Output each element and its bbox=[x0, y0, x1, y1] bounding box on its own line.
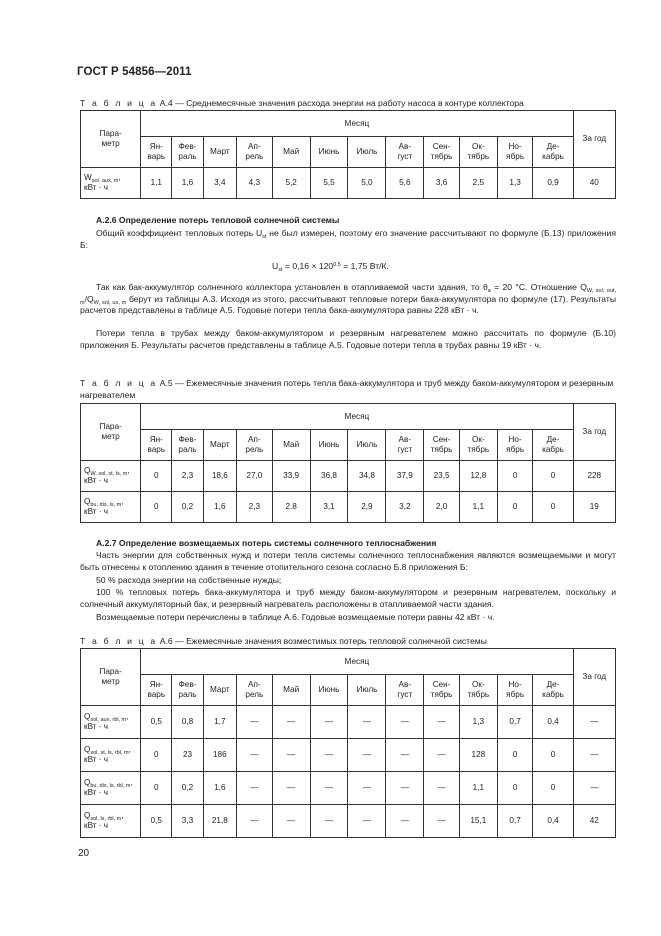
table-cell: 1,6 bbox=[172, 168, 203, 199]
table-cell: 4,3 bbox=[237, 168, 273, 199]
month-header: Месяц bbox=[141, 404, 573, 430]
param-header: Пара- метр bbox=[81, 649, 141, 706]
table-cell: 2,0 bbox=[424, 492, 460, 523]
row-unit: кВт · ч bbox=[84, 788, 109, 797]
table-cell: — bbox=[272, 772, 310, 805]
year-total-cell: 42 bbox=[573, 805, 615, 838]
month-column-header: Де- кабрь bbox=[533, 430, 573, 461]
page-number: 20 bbox=[78, 848, 90, 859]
row-symbol: Q bbox=[84, 712, 91, 721]
month-column-header: Март bbox=[203, 430, 236, 461]
table-cell: — bbox=[386, 739, 424, 772]
table-cell: — bbox=[348, 706, 386, 739]
row-symbol-subscript: sol, aux, rbl, m bbox=[90, 717, 127, 723]
year-total-cell: — bbox=[573, 739, 615, 772]
month-column-header: Но- ябрь bbox=[497, 137, 533, 168]
row-parameter-cell: $Q_{sol, aux, rbl, m}$, кВт · ч bbox=[81, 706, 141, 739]
row-parameter-cell: $Q_{W, sol, st, ls, m}$, кВт · ч bbox=[81, 461, 141, 492]
table-cell: 1,1 bbox=[459, 772, 497, 805]
table-cell: 0 bbox=[141, 461, 172, 492]
table-row bbox=[81, 772, 616, 805]
table-cell: 1,1 bbox=[141, 168, 172, 199]
month-column-header: Июль bbox=[348, 430, 386, 461]
month-column-header: Сен- тябрь bbox=[424, 675, 460, 706]
month-column-header: Но- ябрь bbox=[497, 675, 533, 706]
month-column-header: Ок- тябрь bbox=[459, 675, 497, 706]
table-a4 bbox=[80, 110, 616, 199]
section-a27-paragraph-1: Часть энергии для собственных нужд и потери тепла системы солнечного теплоснабжения являются возмещаемыми и могут быть отнесены к отоплению здания в течение отопительного сезона согласно Б.8 приложения Б: bbox=[80, 550, 616, 572]
table-cell: 1,6 bbox=[203, 492, 236, 523]
table-cell: 3,4 bbox=[203, 168, 236, 199]
row-symbol-subscript: bu, dis, ls, m bbox=[90, 502, 122, 508]
month-column-header: Ап- рель bbox=[237, 675, 273, 706]
table-cell: 0 bbox=[533, 772, 573, 805]
section-a27-paragraph-4: Возмещаемые потери перечислены в таблице А.6. Годовые возмещаемые потери равны 42 кВт · ч. bbox=[96, 612, 495, 622]
row-symbol: W bbox=[84, 173, 92, 182]
table-cell: 5,6 bbox=[386, 168, 424, 199]
table-cell: — bbox=[237, 772, 273, 805]
table-cell: — bbox=[386, 706, 424, 739]
table-cell: 2.8 bbox=[272, 492, 310, 523]
table-cell: — bbox=[348, 772, 386, 805]
formula-ust: $U_{st} = 0,16 \times 120^{0,5} = 1,75$ Вт/К. bbox=[272, 261, 389, 273]
table-cell: — bbox=[348, 739, 386, 772]
month-column-header: Июнь bbox=[310, 675, 348, 706]
section-a26-paragraph-3: Потери тепла в трубах между баком-аккумулятором и резервным нагревателем можно рассчитать по формуле (Б.10) приложения Б. Результаты расчетов представлены в таблице А.5. Годовые потери тепла в трубах равны 19 кВт · ч. bbox=[80, 328, 616, 350]
row-symbol-subscript: sol, st, ls, rbl, m bbox=[90, 750, 129, 756]
table-a5-caption-text: А.5 — Ежемесячные значения потерь тепла бака-аккумулятора и труб между баком-аккумулятором и резервным нагревателем bbox=[80, 378, 614, 400]
month-column-header: Но- ябрь bbox=[497, 430, 533, 461]
table-cell: — bbox=[237, 805, 273, 838]
month-column-header: Ян- варь bbox=[141, 675, 172, 706]
section-a27-paragraph-2: 50 % расхода энергии на собственные нужды; bbox=[96, 575, 282, 585]
month-column-header: Фев- раль bbox=[172, 137, 203, 168]
month-column-header: Де- кабрь bbox=[533, 137, 573, 168]
month-column-header: Март bbox=[203, 137, 236, 168]
year-total-cell: — bbox=[573, 772, 615, 805]
section-a26-paragraph-1: Общий коэффициент тепловых потерь $U_{st}$ не был измерен, поэтому его значение рассчитывают по формуле (Б.13) приложения Б: bbox=[80, 228, 616, 250]
month-column-header: Июль bbox=[348, 137, 386, 168]
table-cell: — bbox=[310, 772, 348, 805]
month-column-header: Май bbox=[272, 430, 310, 461]
month-column-header: Сен- тябрь bbox=[424, 430, 460, 461]
year-total-header: За год bbox=[573, 649, 615, 706]
table-cell: 0 bbox=[533, 739, 573, 772]
row-unit: кВт · ч bbox=[84, 755, 109, 764]
table-cell: 1,6 bbox=[203, 772, 236, 805]
section-a27-paragraph-3: 100 % тепловых потерь бака-аккумулятора и труб между баком-аккумулятором и резервным нагревателем, поскольку и солнечный аккумуляторный бак, и резервный нагреватель расположены в отапливаемой части здания. bbox=[80, 587, 616, 609]
table-cell: 12,8 bbox=[459, 461, 497, 492]
table-cell: 0,2 bbox=[172, 772, 203, 805]
table-a6 bbox=[80, 648, 616, 838]
table-cell: 5,5 bbox=[310, 168, 348, 199]
table-cell: 3,3 bbox=[172, 805, 203, 838]
month-column-header: Ав- густ bbox=[386, 675, 424, 706]
month-column-header: Ав- густ bbox=[386, 430, 424, 461]
month-column-header: Ав- густ bbox=[386, 137, 424, 168]
table-cell: 0,2 bbox=[172, 492, 203, 523]
table-cell: 0 bbox=[533, 461, 573, 492]
row-symbol-subscript: sol, aux, m bbox=[91, 178, 119, 184]
table-cell: 0 bbox=[497, 492, 533, 523]
table-cell: — bbox=[272, 805, 310, 838]
param-header: Пара- метр bbox=[81, 404, 141, 461]
month-column-header: Июль bbox=[348, 675, 386, 706]
year-total-cell: 40 bbox=[573, 168, 615, 199]
table-cell: 5,0 bbox=[348, 168, 386, 199]
table-cell: 0,5 bbox=[141, 706, 172, 739]
table-cell: 128 bbox=[459, 739, 497, 772]
month-column-header: Июнь bbox=[310, 430, 348, 461]
table-a4-caption-prefix: Т а б л и ц а bbox=[80, 98, 158, 108]
table-row bbox=[81, 168, 616, 199]
table-cell: — bbox=[386, 805, 424, 838]
year-total-cell: — bbox=[573, 706, 615, 739]
table-cell: 23,5 bbox=[424, 461, 460, 492]
month-column-header: Фев- раль bbox=[172, 430, 203, 461]
table-cell: 2,3 bbox=[237, 492, 273, 523]
table-cell: 18,6 bbox=[203, 461, 236, 492]
row-unit: кВт · ч bbox=[84, 476, 109, 485]
table-cell: — bbox=[310, 805, 348, 838]
row-parameter-cell: $Q_{bu, dis, ls, m}$, кВт · ч bbox=[81, 492, 141, 523]
row-symbol: Q bbox=[84, 466, 91, 475]
table-cell: 0,4 bbox=[533, 706, 573, 739]
month-column-header: Июнь bbox=[310, 137, 348, 168]
table-a6-caption-text: А.6 — Ежемесячные значения возместимых потерь тепловой солнечной системы bbox=[159, 636, 487, 646]
year-total-cell: 228 bbox=[573, 461, 615, 492]
table-cell: 186 bbox=[203, 739, 236, 772]
row-unit: кВт · ч bbox=[84, 722, 109, 731]
row-unit: кВт · ч bbox=[84, 507, 109, 516]
section-a26-heading: А.2.6 Определение потерь тепловой солнечной системы bbox=[96, 215, 340, 225]
table-row bbox=[81, 706, 616, 739]
row-unit: кВт · ч bbox=[84, 821, 109, 830]
table-cell: 3,6 bbox=[424, 168, 460, 199]
table-cell: 0,4 bbox=[533, 805, 573, 838]
month-column-header: Май bbox=[272, 675, 310, 706]
table-cell: 5,2 bbox=[272, 168, 310, 199]
section-a26-paragraph-2: Так как бак-аккумулятор солнечного коллектора установлен в отапливаемой части здания, то $\theta_a = 20$ °С. Отношение $Q_{W, sol, out, m}/Q_{W, sol, us, m}$ берут из таблицы А.3. Исходя из этого, рассчитывают тепловые потери бака-аккумулятора по формуле (17). Результаты расчетов представлены в таблице А.5. Годовые потери тепла бака-аккумулятора равны 228 кВт · ч. bbox=[80, 282, 617, 315]
table-cell: — bbox=[237, 739, 273, 772]
document-id-header: ГОСТ Р 54856—2011 bbox=[77, 66, 192, 78]
row-symbol: Q bbox=[84, 778, 91, 787]
month-column-header: Ап- рель bbox=[237, 137, 273, 168]
table-cell: 37,9 bbox=[386, 461, 424, 492]
month-header: Месяц bbox=[141, 111, 573, 137]
table-cell: 1,3 bbox=[497, 168, 533, 199]
year-total-header: За год bbox=[573, 111, 615, 168]
table-a5-caption bbox=[80, 378, 616, 401]
table-a6-caption bbox=[80, 636, 616, 648]
month-column-header: Сен- тябрь bbox=[424, 137, 460, 168]
table-row bbox=[81, 461, 616, 492]
month-column-header: Ок- тябрь bbox=[459, 430, 497, 461]
table-cell: 1,3 bbox=[459, 706, 497, 739]
year-total-header: За год bbox=[573, 404, 615, 461]
table-cell: — bbox=[310, 706, 348, 739]
table-a6-caption-prefix: Т а б л и ц а bbox=[80, 636, 158, 646]
table-cell: 0 bbox=[141, 739, 172, 772]
table-cell: 1,7 bbox=[203, 706, 236, 739]
month-column-header: Ап- рель bbox=[237, 430, 273, 461]
table-cell: 0 bbox=[141, 492, 172, 523]
year-total-cell: 19 bbox=[573, 492, 615, 523]
table-cell: 0 bbox=[497, 461, 533, 492]
table-row bbox=[81, 739, 616, 772]
table-cell: 0 bbox=[497, 772, 533, 805]
table-cell: 33,9 bbox=[272, 461, 310, 492]
table-cell: 3,2 bbox=[386, 492, 424, 523]
table-cell: 3,1 bbox=[310, 492, 348, 523]
table-cell: — bbox=[386, 772, 424, 805]
table-cell: 0 bbox=[141, 772, 172, 805]
row-symbol: Q bbox=[84, 497, 91, 506]
param-header: Пара- метр bbox=[81, 111, 141, 168]
month-column-header: Март bbox=[203, 675, 236, 706]
table-cell: — bbox=[424, 772, 460, 805]
table-cell: 2,9 bbox=[348, 492, 386, 523]
table-a5 bbox=[80, 403, 616, 523]
table-cell: 27,0 bbox=[237, 461, 273, 492]
month-column-header: Ок- тябрь bbox=[459, 137, 497, 168]
row-parameter-cell: $Q_{sol, ls, rbl, m}$, кВт · ч bbox=[81, 805, 141, 838]
table-cell: 2,3 bbox=[172, 461, 203, 492]
table-cell: 2,5 bbox=[459, 168, 497, 199]
section-a27-heading: А.2.7 Определение возмещаемых потерь системы солнечного теплоснабжения bbox=[96, 538, 437, 548]
table-cell: 36,8 bbox=[310, 461, 348, 492]
table-cell: — bbox=[272, 739, 310, 772]
row-symbol: Q bbox=[84, 745, 91, 754]
table-a4-caption-text: А.4 — Среднемесячные значения расхода энергии на работу насоса в контуре коллектора bbox=[159, 98, 524, 108]
table-cell: — bbox=[237, 706, 273, 739]
month-column-header: Ян- варь bbox=[141, 430, 172, 461]
table-cell: 0,9 bbox=[533, 168, 573, 199]
table-cell: 23 bbox=[172, 739, 203, 772]
table-cell: 34,8 bbox=[348, 461, 386, 492]
month-column-header: Ян- варь bbox=[141, 137, 172, 168]
table-cell: 15,1 bbox=[459, 805, 497, 838]
row-unit: кВт · ч bbox=[84, 183, 109, 192]
table-cell: — bbox=[424, 739, 460, 772]
table-cell: 1,1 bbox=[459, 492, 497, 523]
table-cell: 0 bbox=[497, 739, 533, 772]
table-cell: 0,5 bbox=[141, 805, 172, 838]
month-header: Месяц bbox=[141, 649, 573, 675]
table-cell: — bbox=[348, 805, 386, 838]
table-a5-caption-prefix: Т а б л и ц а bbox=[80, 378, 158, 388]
row-parameter-cell: $Q_{bu, dis, ls, rbl, m}$, кВт · ч bbox=[81, 772, 141, 805]
row-parameter-cell: $Q_{sol, st, ls, rbl, m}$, кВт · ч bbox=[81, 739, 141, 772]
table-cell: — bbox=[310, 739, 348, 772]
table-cell: 0 bbox=[533, 492, 573, 523]
table-cell: — bbox=[424, 706, 460, 739]
month-column-header: Де- кабрь bbox=[533, 675, 573, 706]
month-column-header: Май bbox=[272, 137, 310, 168]
month-column-header: Фев- раль bbox=[172, 675, 203, 706]
table-row bbox=[81, 492, 616, 523]
row-parameter-cell: $W_{sol, aux, m}$, кВт · ч bbox=[81, 168, 141, 199]
table-row bbox=[81, 805, 616, 838]
table-a4-caption bbox=[80, 98, 616, 110]
row-symbol: Q bbox=[84, 811, 91, 820]
table-cell: 0,8 bbox=[172, 706, 203, 739]
table-cell: — bbox=[424, 805, 460, 838]
table-cell: — bbox=[272, 706, 310, 739]
row-symbol-subscript: W, sol, st, ls, m bbox=[90, 471, 128, 477]
row-symbol-subscript: bu, dis, ls, rbl, m bbox=[90, 783, 131, 789]
table-cell: 0,7 bbox=[497, 805, 533, 838]
table-cell: 0,7 bbox=[497, 706, 533, 739]
row-symbol-subscript: sol, ls, rbl, m bbox=[90, 816, 122, 822]
table-cell: 21,8 bbox=[203, 805, 236, 838]
